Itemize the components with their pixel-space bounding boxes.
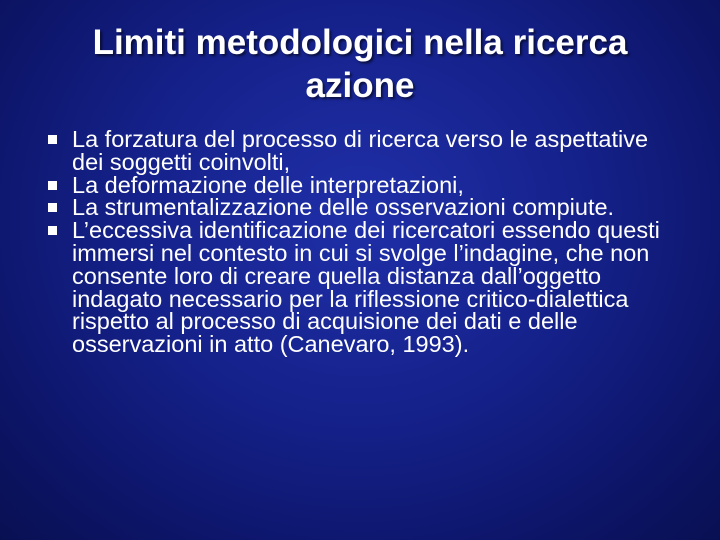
bullet-text: L’eccessiva identificazione dei ricercatori essendo questi immersi nel contesto in cui si svolge l’indagine, che non consente loro di creare quella distanza dall’oggetto indagato necessario per la riflessione critico-dialettica rispetto al processo di acquisione dei dati e delle osservazioni in atto (Canevaro, 1993). (72, 217, 660, 358)
square-bullet-icon (48, 226, 57, 235)
bullet-item (48, 196, 680, 219)
bullet-item (48, 219, 680, 356)
slide-title: Limiti metodologici nella ricerca azione (92, 23, 628, 105)
bullet-text: La forzatura del processo di ricerca verso le aspettative dei soggetti coinvolti, (72, 126, 649, 175)
bullet-item (48, 171, 680, 198)
square-bullet-icon (48, 181, 57, 190)
square-bullet-icon (48, 203, 57, 212)
square-bullet-icon (48, 135, 57, 144)
bullet-list (48, 128, 680, 356)
bullet-item (48, 128, 680, 174)
bullet-text: La deformazione delle interpretazioni, (72, 171, 464, 198)
bullet-text: La strumentalizzazione delle osservazioni compiute. (72, 194, 615, 221)
